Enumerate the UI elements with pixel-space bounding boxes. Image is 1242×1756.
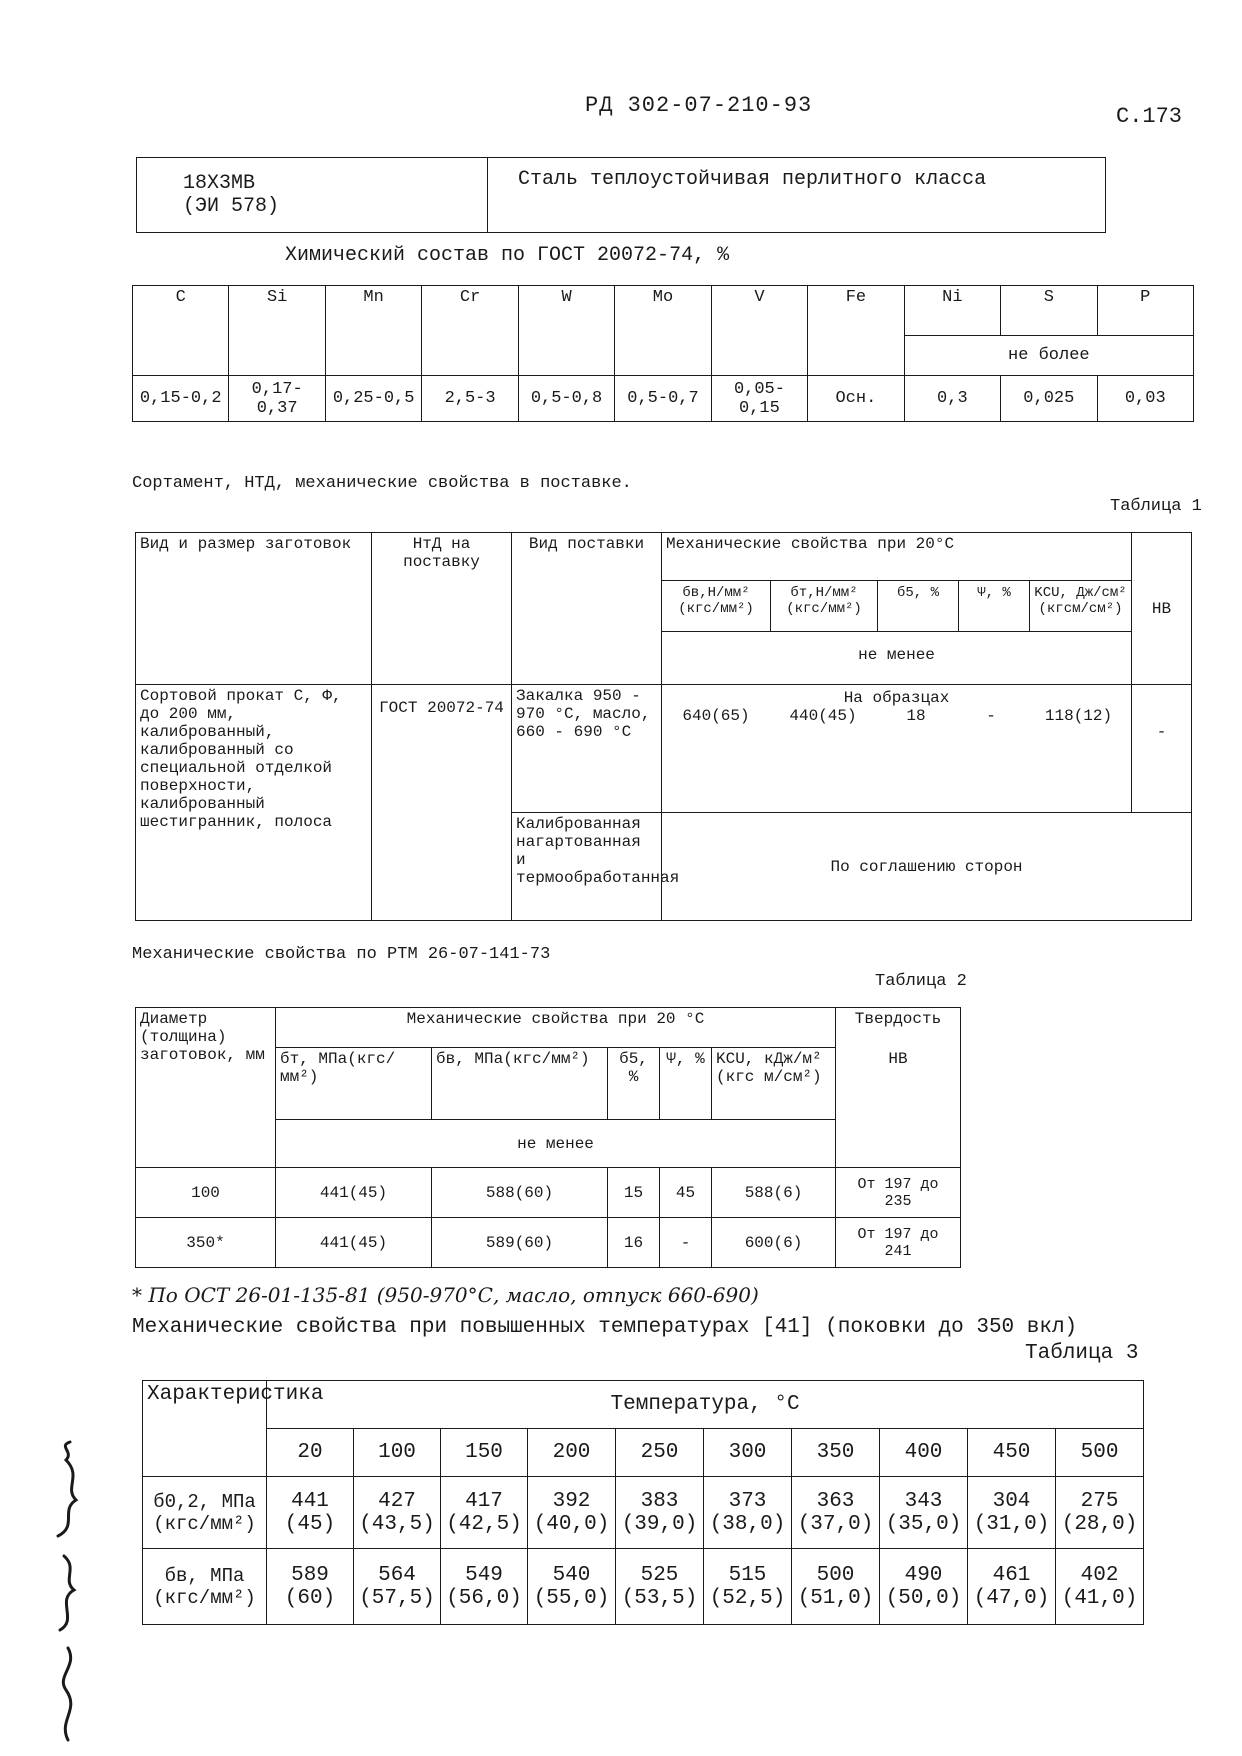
chem-value: 0,25-0,5 bbox=[325, 376, 421, 422]
chemical-table bbox=[132, 285, 1194, 422]
t2-sub-col: бв, МПа(кгс/мм²) bbox=[432, 1048, 608, 1120]
t1-value: 640(65) bbox=[682, 707, 750, 725]
t3-temp: 250 bbox=[616, 1429, 704, 1477]
t3-mpa: 427 bbox=[378, 1489, 416, 1513]
t2-cell: 100 bbox=[136, 1168, 276, 1218]
t3-row-name: б0,2, МПа bbox=[153, 1490, 256, 1513]
t3-kgf: (38,0) bbox=[709, 1512, 786, 1536]
t3-kgf: (40,0) bbox=[533, 1512, 610, 1536]
table-row bbox=[143, 1477, 1144, 1549]
t3-temp: 300 bbox=[704, 1429, 792, 1477]
t1-value: 118(12) bbox=[1044, 707, 1113, 725]
t3-cell bbox=[354, 1477, 441, 1549]
table2-caption: Механические свойства по РТМ 26-07-141-73 bbox=[132, 945, 551, 964]
t1-min-note: не менее bbox=[858, 646, 935, 664]
t3-cell bbox=[968, 1477, 1056, 1549]
t3-mpa: 461 bbox=[992, 1563, 1031, 1587]
chem-value: 0,05-0,15 bbox=[711, 376, 807, 422]
t3-header-char: Характеристика bbox=[143, 1381, 267, 1477]
chem-value: 0,5-0,8 bbox=[518, 376, 614, 422]
t3-kgf: (47,0) bbox=[973, 1586, 1050, 1610]
t3-cell bbox=[704, 1549, 792, 1625]
grade-description: Сталь теплоустойчивая перлитного класса bbox=[488, 158, 1106, 233]
chem-col-header: Mo bbox=[615, 286, 711, 376]
t3-temp: 350 bbox=[792, 1429, 880, 1477]
t3-kgf: (52,5) bbox=[709, 1586, 786, 1610]
t1-sub-col: б5, % bbox=[878, 581, 959, 631]
t1-samples-note: На образцах bbox=[843, 689, 950, 707]
t3-mpa: 373 bbox=[728, 1489, 767, 1513]
t3-cell bbox=[441, 1477, 528, 1549]
t2-cell: 588(60) bbox=[432, 1168, 608, 1218]
t3-kgf: (53,5) bbox=[621, 1586, 698, 1610]
t3-mpa: 383 bbox=[640, 1489, 679, 1513]
t2-cell: 350* bbox=[136, 1218, 276, 1268]
t3-kgf: (42,5) bbox=[446, 1512, 522, 1536]
chem-col-header: Fe bbox=[808, 286, 904, 376]
table3-label: Таблица 3 bbox=[1025, 1342, 1139, 1365]
table1-caption: Сортамент, НТД, механические свойства в поставке. bbox=[132, 474, 632, 493]
t1-sub-col: KCU, Дж/см² (кгсм/см²) bbox=[1034, 585, 1127, 617]
t3-cell bbox=[704, 1477, 792, 1549]
t3-cell bbox=[792, 1477, 880, 1549]
t3-mpa: 515 bbox=[728, 1563, 767, 1587]
t1-value: 440(45) bbox=[789, 707, 857, 725]
t1-sub-col: бв,Н/мм² (кгс/мм²) bbox=[662, 581, 771, 631]
t3-cell bbox=[354, 1549, 441, 1625]
chem-limit-note: не более bbox=[904, 336, 1193, 376]
t2-min-note: не менее bbox=[276, 1120, 836, 1168]
table-row bbox=[143, 1549, 1144, 1625]
chem-col-header: Si bbox=[229, 286, 325, 376]
t1-sub-col: Ψ, % bbox=[959, 581, 1030, 631]
chem-value: 0,025 bbox=[1001, 376, 1097, 422]
t1-value-hb: - bbox=[1132, 685, 1192, 813]
t2-cell: 588(6) bbox=[712, 1168, 836, 1218]
t2-cell: 441(45) bbox=[276, 1218, 432, 1268]
t2-sub-col: б5, % bbox=[608, 1048, 660, 1120]
t3-cell bbox=[267, 1549, 354, 1625]
t3-temp: 100 bbox=[354, 1429, 441, 1477]
t3-temp: 500 bbox=[1056, 1429, 1144, 1477]
t3-mpa: 417 bbox=[465, 1489, 503, 1513]
chem-col-header: Ni bbox=[904, 286, 1000, 336]
chemical-caption: Химический состав по ГОСТ 20072-74, % bbox=[285, 244, 730, 267]
t1-value: - bbox=[986, 707, 996, 725]
chem-value: 0,03 bbox=[1097, 376, 1193, 422]
t3-cell bbox=[968, 1549, 1056, 1625]
t1-header-blank: Вид и размер заготовок bbox=[136, 533, 372, 685]
table1-label: Таблица 1 bbox=[1110, 497, 1202, 516]
t3-row-name: бв, МПа bbox=[164, 1564, 245, 1587]
t3-mpa: 540 bbox=[552, 1563, 591, 1587]
grade-alt: (ЭИ 578) bbox=[183, 195, 280, 218]
t3-kgf: (56,0) bbox=[446, 1586, 522, 1610]
t2-cell: - bbox=[660, 1218, 712, 1268]
t3-kgf: (31,0) bbox=[973, 1512, 1050, 1536]
t1-row-ntd: ГОСТ 20072-74 bbox=[372, 685, 512, 921]
t3-cell bbox=[792, 1549, 880, 1625]
t1-header-hb: НВ bbox=[1132, 533, 1192, 685]
t3-kgf: (45) bbox=[284, 1512, 336, 1536]
t3-temp: 400 bbox=[880, 1429, 968, 1477]
t2-cell: 15 bbox=[608, 1168, 660, 1218]
t3-mpa: 275 bbox=[1080, 1489, 1119, 1513]
t1-row-values bbox=[662, 685, 1132, 813]
t3-kgf: (57,5) bbox=[359, 1586, 435, 1610]
chem-col-header: C bbox=[133, 286, 229, 376]
t3-kgf: (43,5) bbox=[359, 1512, 435, 1536]
t3-kgf: (51,0) bbox=[797, 1586, 874, 1610]
t3-mpa: 363 bbox=[816, 1489, 855, 1513]
table3 bbox=[142, 1380, 1144, 1625]
t3-cell bbox=[880, 1549, 968, 1625]
table-row bbox=[136, 1218, 961, 1268]
t2-cell: От 197 до 235 bbox=[836, 1168, 961, 1218]
t3-mpa: 343 bbox=[904, 1489, 943, 1513]
t2-header-hard bbox=[836, 1008, 961, 1168]
t1-header-supply: Вид поставки bbox=[512, 533, 662, 685]
t3-kgf: (39,0) bbox=[621, 1512, 698, 1536]
table3-caption: Механические свойства при повышенных температурах [41] (поковки до 350 вкл) bbox=[132, 1316, 1078, 1339]
t3-mpa: 402 bbox=[1080, 1563, 1119, 1587]
chem-col-header: Cr bbox=[422, 286, 518, 376]
grade-box bbox=[136, 157, 1106, 233]
t2-sub-col: KCU, кДж/м² (кгс м/см²) bbox=[712, 1048, 836, 1120]
t3-row-unit: (кгс/мм²) bbox=[153, 1586, 256, 1609]
t3-cell bbox=[1056, 1477, 1144, 1549]
t3-cell bbox=[616, 1477, 704, 1549]
t3-row-label bbox=[143, 1549, 267, 1625]
table2-label: Таблица 2 bbox=[875, 972, 967, 991]
t1-agreement: По соглашению сторон bbox=[662, 813, 1192, 921]
t3-kgf: (28,0) bbox=[1061, 1512, 1138, 1536]
handwritten-footnote: * По ОСТ 26-01-135-81 (950-970°С, масло, отпуск 660-690) bbox=[132, 1283, 759, 1307]
t2-hb-label: НВ bbox=[888, 1050, 908, 1068]
t1-value: 18 bbox=[906, 707, 926, 725]
t3-temp: 150 bbox=[441, 1429, 528, 1477]
t3-mpa: 525 bbox=[640, 1563, 679, 1587]
t3-temp: 450 bbox=[968, 1429, 1056, 1477]
t3-cell bbox=[880, 1477, 968, 1549]
t2-cell: 45 bbox=[660, 1168, 712, 1218]
t3-mpa: 304 bbox=[992, 1489, 1031, 1513]
t3-kgf: (50,0) bbox=[885, 1586, 962, 1610]
t3-cell bbox=[1056, 1549, 1144, 1625]
table1 bbox=[135, 532, 1192, 921]
t3-kgf: (37,0) bbox=[797, 1512, 874, 1536]
t1-sub-header bbox=[662, 581, 1132, 685]
t2-sub-col: Ψ, % bbox=[660, 1048, 712, 1120]
t2-cell: 600(6) bbox=[712, 1218, 836, 1268]
t3-mpa: 392 bbox=[552, 1489, 591, 1513]
t3-mpa: 490 bbox=[904, 1563, 943, 1587]
chem-value: Осн. bbox=[808, 376, 904, 422]
t1-row-supply1: Закалка 950 - 970 °С, масло, 660 - 690 °С bbox=[512, 685, 662, 813]
table2 bbox=[135, 1007, 961, 1268]
chem-col-header: S bbox=[1001, 286, 1097, 336]
t3-temp: 200 bbox=[528, 1429, 616, 1477]
t2-header-mech: Механические свойства при 20 °С bbox=[276, 1008, 836, 1048]
t3-kgf: (60) bbox=[284, 1586, 336, 1610]
t3-cell bbox=[441, 1549, 528, 1625]
t3-cell bbox=[528, 1549, 616, 1625]
t1-header-mech: Механические свойства при 20°С bbox=[662, 533, 1132, 581]
t3-cell bbox=[528, 1477, 616, 1549]
chem-col-header: Mn bbox=[325, 286, 421, 376]
t1-header-ntd: НтД на поставку bbox=[372, 533, 512, 685]
t1-sub-col: бт,Н/мм² (кгс/мм²) bbox=[771, 581, 878, 631]
t3-cell bbox=[616, 1549, 704, 1625]
t3-row-unit: (кгс/мм²) bbox=[153, 1512, 256, 1535]
chem-value: 0,15-0,2 bbox=[133, 376, 229, 422]
chem-col-header: V bbox=[711, 286, 807, 376]
chem-value: 0,5-0,7 bbox=[615, 376, 711, 422]
t2-sub-col: бт, МПа(кгс/мм²) bbox=[276, 1048, 432, 1120]
chem-col-header: P bbox=[1097, 286, 1193, 336]
chem-col-header: W bbox=[518, 286, 614, 376]
t3-mpa: 549 bbox=[465, 1563, 503, 1587]
t2-cell: От 197 до 241 bbox=[836, 1218, 961, 1268]
t3-mpa: 564 bbox=[378, 1563, 416, 1587]
t3-kgf: (41,0) bbox=[1061, 1586, 1138, 1610]
t2-cell: 589(60) bbox=[432, 1218, 608, 1268]
t3-kgf: (55,0) bbox=[533, 1586, 610, 1610]
t2-hardness-label: Твердость bbox=[854, 1010, 942, 1028]
t2-cell: 441(45) bbox=[276, 1168, 432, 1218]
t3-mpa: 500 bbox=[816, 1563, 855, 1587]
chem-value: 0,17-0,37 bbox=[229, 376, 325, 422]
chem-value: 2,5-3 bbox=[422, 376, 518, 422]
chem-value: 0,3 bbox=[904, 376, 1000, 422]
table-row bbox=[136, 1168, 961, 1218]
t2-cell: 16 bbox=[608, 1218, 660, 1268]
page-number: С.173 bbox=[1116, 104, 1183, 129]
handwritten-signature bbox=[38, 1440, 98, 1750]
t3-row-label bbox=[143, 1477, 267, 1549]
t2-header-diam: Диаметр (толщина) заготовок, мм bbox=[136, 1008, 276, 1168]
t3-kgf: (35,0) bbox=[885, 1512, 962, 1536]
t3-cell bbox=[267, 1477, 354, 1549]
document-code: РД 302-07-210-93 bbox=[585, 93, 813, 118]
t1-row-blank: Сортовой прокат С, Ф, до 200 мм, калиброванный, калиброванный со специальной отделкой поверхности, калиброванный шестигранник, полоса bbox=[136, 685, 372, 921]
t3-header-temp: Температура, °С bbox=[267, 1381, 1144, 1429]
t3-mpa: 589 bbox=[291, 1563, 329, 1587]
grade-name: 18Х3МВ bbox=[183, 172, 256, 195]
t1-row-supply2: Калиброванная нагартованная и термообработанная bbox=[512, 813, 662, 921]
t3-mpa: 441 bbox=[291, 1489, 329, 1513]
grade-cell bbox=[137, 158, 488, 233]
t3-temp: 20 bbox=[267, 1429, 354, 1477]
